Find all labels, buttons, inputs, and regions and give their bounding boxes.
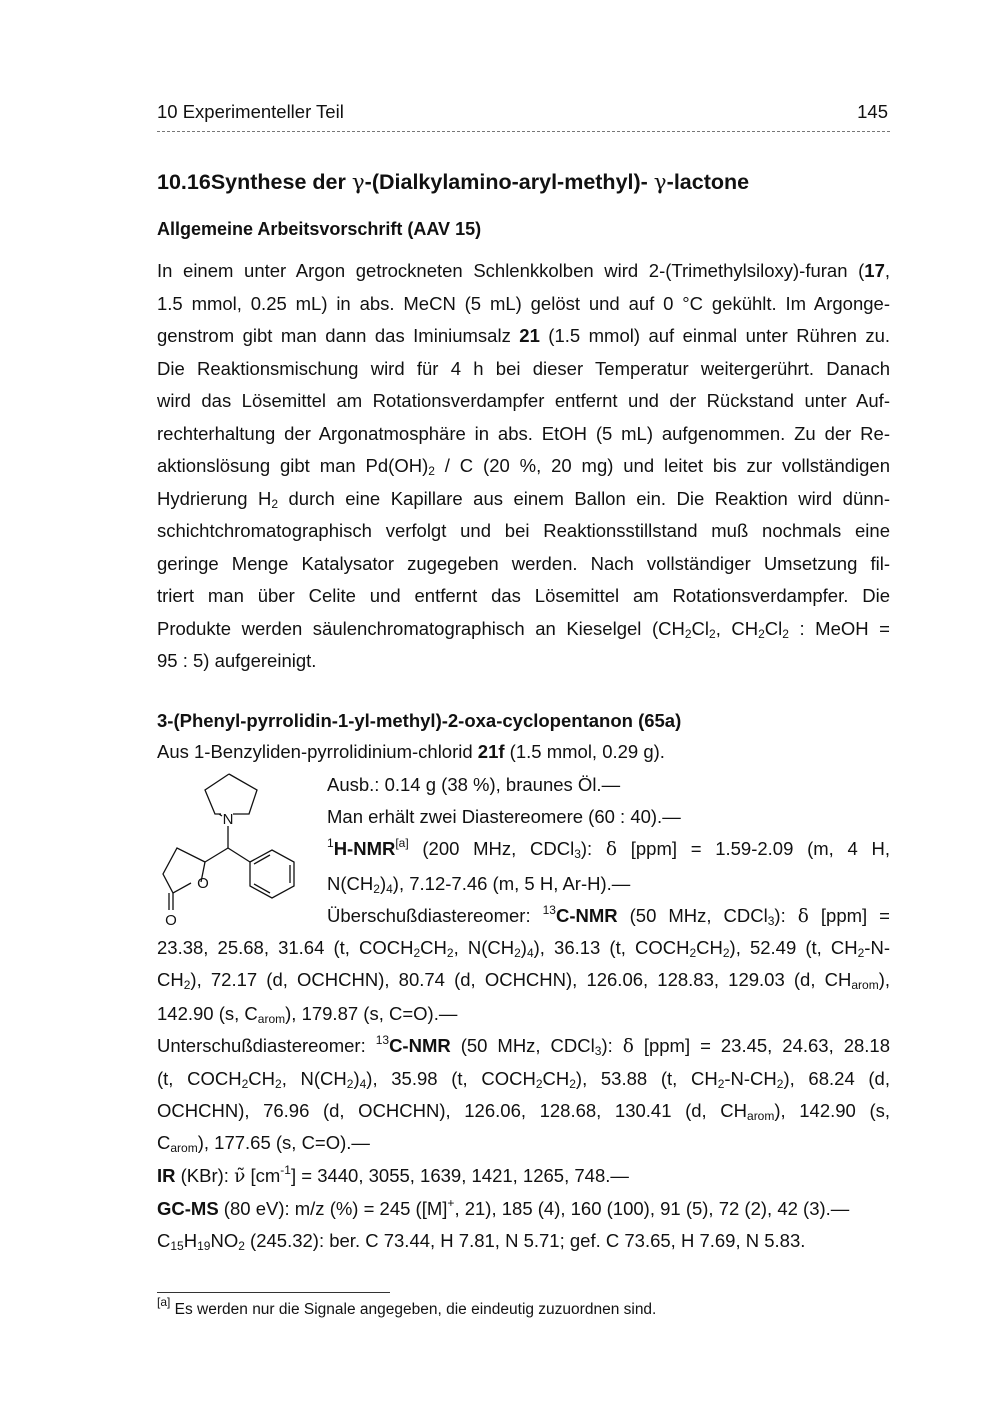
text-line: Die Reaktionsmischung wird für 4 h bei dieser Temperatur weitergerührt. Danach: [157, 357, 890, 379]
ring-oxygen-atom: O: [197, 875, 209, 892]
text-line: Hydrierung $H_2$ durch eine Kapillare aus einem Ballon ein. Die Reaktion wird dünn-: [157, 487, 890, 511]
chemical-structure: [157, 770, 307, 930]
pyrrolidine-bond: [229, 774, 257, 814]
yield-line: Ausb.: 0.14 g (38 %), braunes Öl.—: [327, 774, 621, 795]
text-line: rechterhaltung der Argonatmosphäre in abs. EtOH (5 mL) aufgenommen. Zu der Re-: [157, 422, 890, 444]
footnote: [a] Es werden nur die Signale angegeben, die eindeutig zuzuordnen sind.: [157, 1295, 657, 1318]
text-line: aktionslösung gibt man $Pd(OH)_2$ / C (20 %, 20 mg) und leitet bis zur vollständigen: [157, 455, 890, 478]
text-line: wird das Lösemittel am Rotationsverdampfer entfernt und der Rückstand unter Auf-: [157, 390, 890, 411]
text-line: schichtchromatographisch verfolgt und bei Reaktionsstillstand muß nochmals eine: [157, 520, 890, 541]
phenyl-ring: [250, 850, 294, 898]
hnmr-line: $^1$H-NMR[a] (200 MHz, CDCl$_3$): δ [ppm] = 1.59-2.09 (m, 4 H,: [327, 836, 890, 861]
text-line: 1.5 mmol, 0.25 mL) in abs. MeCN (5 mL) gelöst und auf 0 °C gekühlt. Im Argonge-: [157, 292, 890, 314]
minor-cnmr-line: (t, $COCH_2CH_2$, $N(CH_2)_4$), 35.98 (t, $COCH_2CH_2$), 53.88 (t, $CH_2-N-CH_2$), 68.24 (d,: [157, 1068, 890, 1091]
text-line: genstrom gibt man dann das Iminiumsalz 21 (1.5 mmol) auf einmal unter Rühren zu.: [157, 325, 890, 346]
diastereomer-line: Man erhält zwei Diastereomere (60 : 40).—: [327, 806, 681, 827]
text-line: 95 : 5) aufgereinigt.: [157, 650, 317, 671]
minor-cnmr-line: Unterschußdiastereomer: $^{13}$C-NMR (50 MHz, CDCl$_3$): δ [ppm] = 23.45, 24.63, 28.18: [157, 1033, 890, 1058]
major-cnmr-line: 23.38, 25.68, 31.64 (t, $COCH_2CH_2$, $N(CH_2)_4$), 36.13 (t, $COCH_2CH_2$), 52.49 (t, $CH_2-N-$: [157, 937, 890, 960]
hnmr-line-2: $N(CH_2)_4$), 7.12-7.46 (m, 5 H, Ar-H).—: [327, 873, 631, 896]
section-title: 10.16Synthese der γ-(Dialkylamino-aryl-methyl)- γ-lactone: [157, 170, 750, 195]
starting-material-line: Aus 1-Benzyliden-pyrrolidinium-chlorid 21f (1.5 mmol, 0.29 g).: [157, 741, 665, 762]
major-cnmr-line: $CH_2$), 72.17 (d, OCHCHN), 80.74 (d, OCHCHN), 126.06, 128.83, 129.03 (d, $CH_{arom}$),: [157, 969, 890, 992]
text-line: triert man über Celite und entfernt das Lösemittel am Rotationsverdampfer. Die: [157, 585, 890, 606]
ir-line: IR (KBr): ν̃ $[cm^{-1}] = 3440$, 3055, 1639, 1421, 1265, 748.—: [157, 1163, 629, 1187]
minor-cnmr-line: $C_{arom}$), 177.65 (s, C=O).—: [157, 1132, 370, 1155]
chapter-title: 10 Experimenteller Teil: [157, 101, 344, 122]
text-line: In einem unter Argon getrockneten Schlenkkolben wird 2-(Trimethylsiloxy)-furan (17,: [157, 260, 890, 281]
pyrrolidine-bond: [205, 774, 229, 814]
procedure-heading: Allgemeine Arbeitsvorschrift (AAV 15): [157, 219, 482, 239]
procedure-paragraph: [157, 255, 890, 678]
nitrogen-atom: N: [222, 811, 234, 828]
bond: [228, 848, 250, 862]
running-header: [157, 99, 890, 132]
page-number: 145: [857, 101, 888, 122]
bond: [205, 848, 228, 862]
text-line: geringe Menge Katalysator zugegeben werden. Nach vollständiger Umsetzung fil-: [157, 552, 890, 574]
gcms-line: GC-MS (80 eV): m/z (%) = 245 ([M]+, 21), 185 (4), 160 (100), 91 (5), 72 (2), 42 (3).—: [157, 1196, 850, 1219]
footnote-rule: [157, 1292, 390, 1293]
minor-cnmr-line: OCHCHN), 76.96 (d, OCHCHN), 126.06, 128.68, 130.41 (d, $CH_{arom}$), 142.90 (s,: [157, 1100, 890, 1123]
carbonyl-oxygen-atom: O: [165, 912, 177, 929]
compound-title: 3-(Phenyl-pyrrolidin-1-yl-methyl)-2-oxa-cyclopentanon (65a): [157, 710, 682, 731]
section-number: 10.16: [157, 170, 211, 194]
major-cnmr-heading: Überschußdiastereomer: $^{13}$C-NMR (50 MHz, CDCl$_3$): δ [ppm] =: [327, 903, 890, 928]
major-cnmr-line: 142.90 (s, $C_{arom}$), 179.87 (s, C=O).—: [157, 1003, 458, 1026]
elemental-analysis-line: $C_{15}H_{19}NO_2$ (245.32): ber. C 73.44, H 7.81, N 5.71; gef. C 73.65, H 7.69, N 5.83.: [157, 1230, 806, 1253]
text-line: Produkte werden säulenchromatographisch an Kieselgel ($CH_2Cl_2$, $CH_2Cl_2$ : MeOH =: [157, 617, 890, 641]
